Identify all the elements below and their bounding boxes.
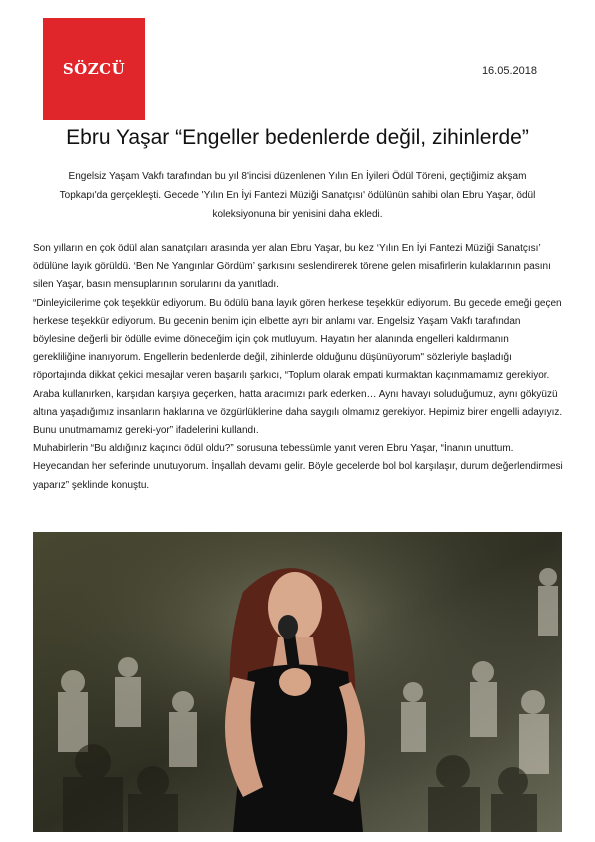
body-paragraph-1: Son yılların en çok ödül alan sanatçıları arasında yer alan Ebru Yaşar, bu kez ‘Yılın En İyi Fantezi Müziği Sanatçısı’ ödülüne layık görüldü. ‘Ben Ne Yangınlar Gördüm’ şarkısını seslendirerek törene gelen misafirlerin kulaklarının pasını silen Yaşar, basın mensuplarının sorularını da yanıtladı.: [33, 243, 551, 291]
article-lead: Engelsiz Yaşam Vakfı tarafından bu yıl 8'incisi düzenlenen Yılın En İyileri Ödül Töreni, geçtiğimiz akşam Topkapı'da gerçekleşti. Gecede 'Yılın En İyi Fantezi Müziği Sanatçısı' ödülünün sahibi olan Ebru Yaşar, ödül koleksiyonuna bir yenisini daha ekledi.: [59, 171, 536, 220]
stage-photo-illustration: [33, 532, 562, 832]
article-title: Ebru Yaşar “Engeller bedenlerde değil, zihinlerde”: [66, 126, 529, 149]
body-paragraph-2: “Dinleyicilerime çok teşekkür ediyorum. Bu ödülü bana layık gören herkese teşekkür ediyorum. Bu gecede emeği geçen herkese teşekkür ediyorum. Bu gecenin benim için elbette ayrı bir anlamı var. Engelsiz Yaşam Vakfı tarafından böylesine değerli bir ödülle evime döneceğim için çok mutluyum. Hayatın her alanında engelleri kaldırmanın gerekliliğine inanıyorum. Engellerin bedenlerde değil, zihinlerde olduğunu düşünüyorum" sözleriyle başladığı röportajında dikkat çekici mesajlar veren başarılı şarkıcı, “Toplum olarak empati kurmaktan kaçınmamamız gerekiyor. Araba kullanırken, karşıdan karşıya geçerken, hatta aracımızı park ederken… Aynı havayı soluduğumuz, aynı gökyüzü altına yaşadığımız insanların haklarına ve özgürlüklerine daha saygılı olmamız gerekiyor. Hepimiz birer engelli adayıyız. Bunu unutmamamız gereki-yor” ifadelerini kullandı.: [33, 297, 563, 437]
article-date: 16.05.2018: [481, 65, 537, 77]
article-photo: [33, 532, 562, 832]
sozcu-logo: [43, 18, 145, 120]
article-body: [33, 240, 563, 495]
body-paragraph-3: Muhabirlerin “Bu aldığınız kaçıncı ödül oldu?” sorusuna tebessümle yanıt veren Ebru Yaşar, “İnanın unuttum. Heyecandan her seferinde unutuyorum. İnşallah devamı gelir. Böyle gecelerde bol bol karşılaşır, durum değerlendirmesi yaparız” şeklinde konuştu.: [33, 443, 563, 491]
logo-text: SÖZCÜ: [62, 60, 126, 78]
